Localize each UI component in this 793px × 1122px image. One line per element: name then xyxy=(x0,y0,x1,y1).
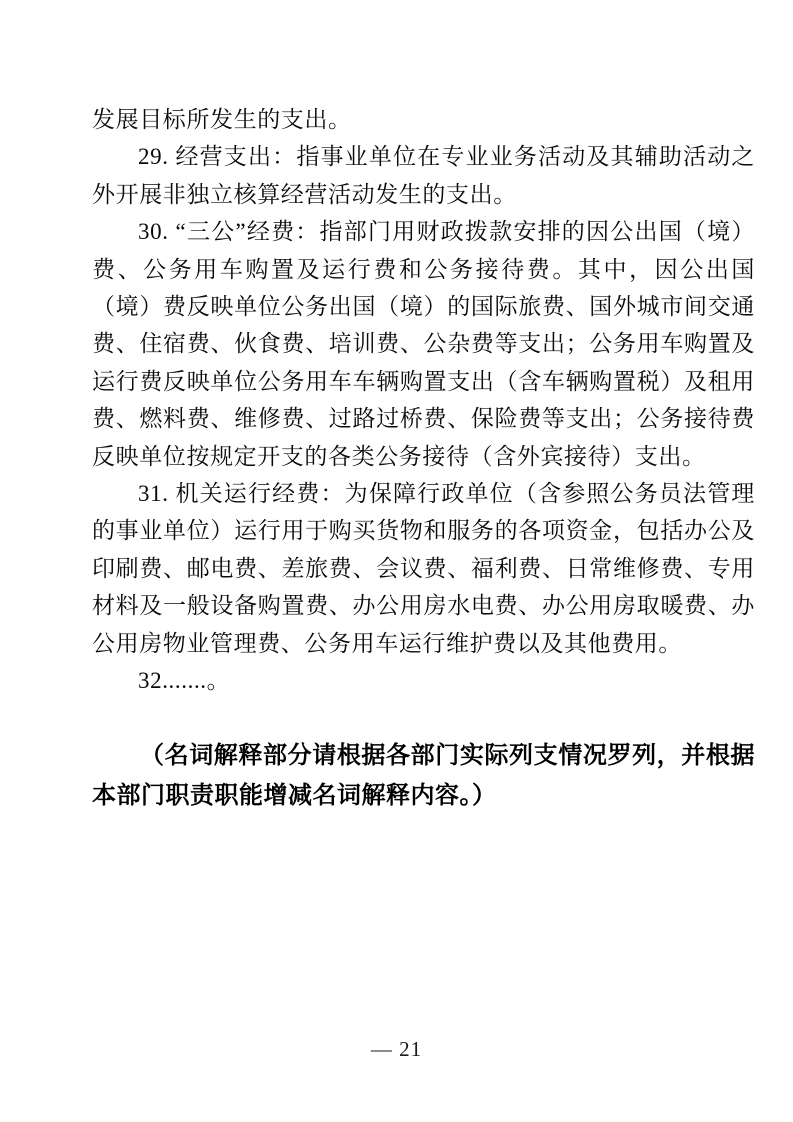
document-body xyxy=(92,101,755,816)
paragraph-item-30: 30. “三公”经费：指部门用财政拨款安排的因公出国（境）费、公务用车购置及运行费和公务接待费。其中，因公出国（境）费反映单位公务出国（境）的国际旅费、国外城市间交通费、住宿费、伙食费、培训费、公杂费等支出；公务用车购置及运行费反映单位公务用车车辆购置支出（含车辆购置税）及租用费、燃料费、维修费、过路过桥费、保险费等支出；公务接待费反映单位按规定开支的各类公务接待（含外宾接待）支出。 xyxy=(92,219,755,469)
paragraph-item-31: 31. 机关运行经费：为保障行政单位（含参照公务员法管理的事业单位）运行用于购买货物和服务的各项资金，包括办公及印刷费、邮电费、差旅费、会议费、福利费、日常维修费、专用材料及一般设备购置费、办公用房水电费、办公用房取暖费、办公用房物业管理费、公务用车运行维护费以及其他费用。 xyxy=(92,481,755,656)
paragraph-item-32: 32.......。 xyxy=(138,668,231,694)
page-number: — 21 xyxy=(370,1037,423,1061)
page-footer xyxy=(0,1037,793,1062)
paragraph-item-29: 29. 经营支出：指事业单位在专业业务活动及其辅助活动之外开展非独立核算经营活动发生的支出。 xyxy=(92,144,755,207)
paragraph-continuation: 发展目标所发生的支出。 xyxy=(92,107,352,132)
editor-note-paragraph: （名词解释部分请根据各部门实际列支情况罗列，并根据本部门职责职能增减名词解释内容。） xyxy=(92,741,755,809)
